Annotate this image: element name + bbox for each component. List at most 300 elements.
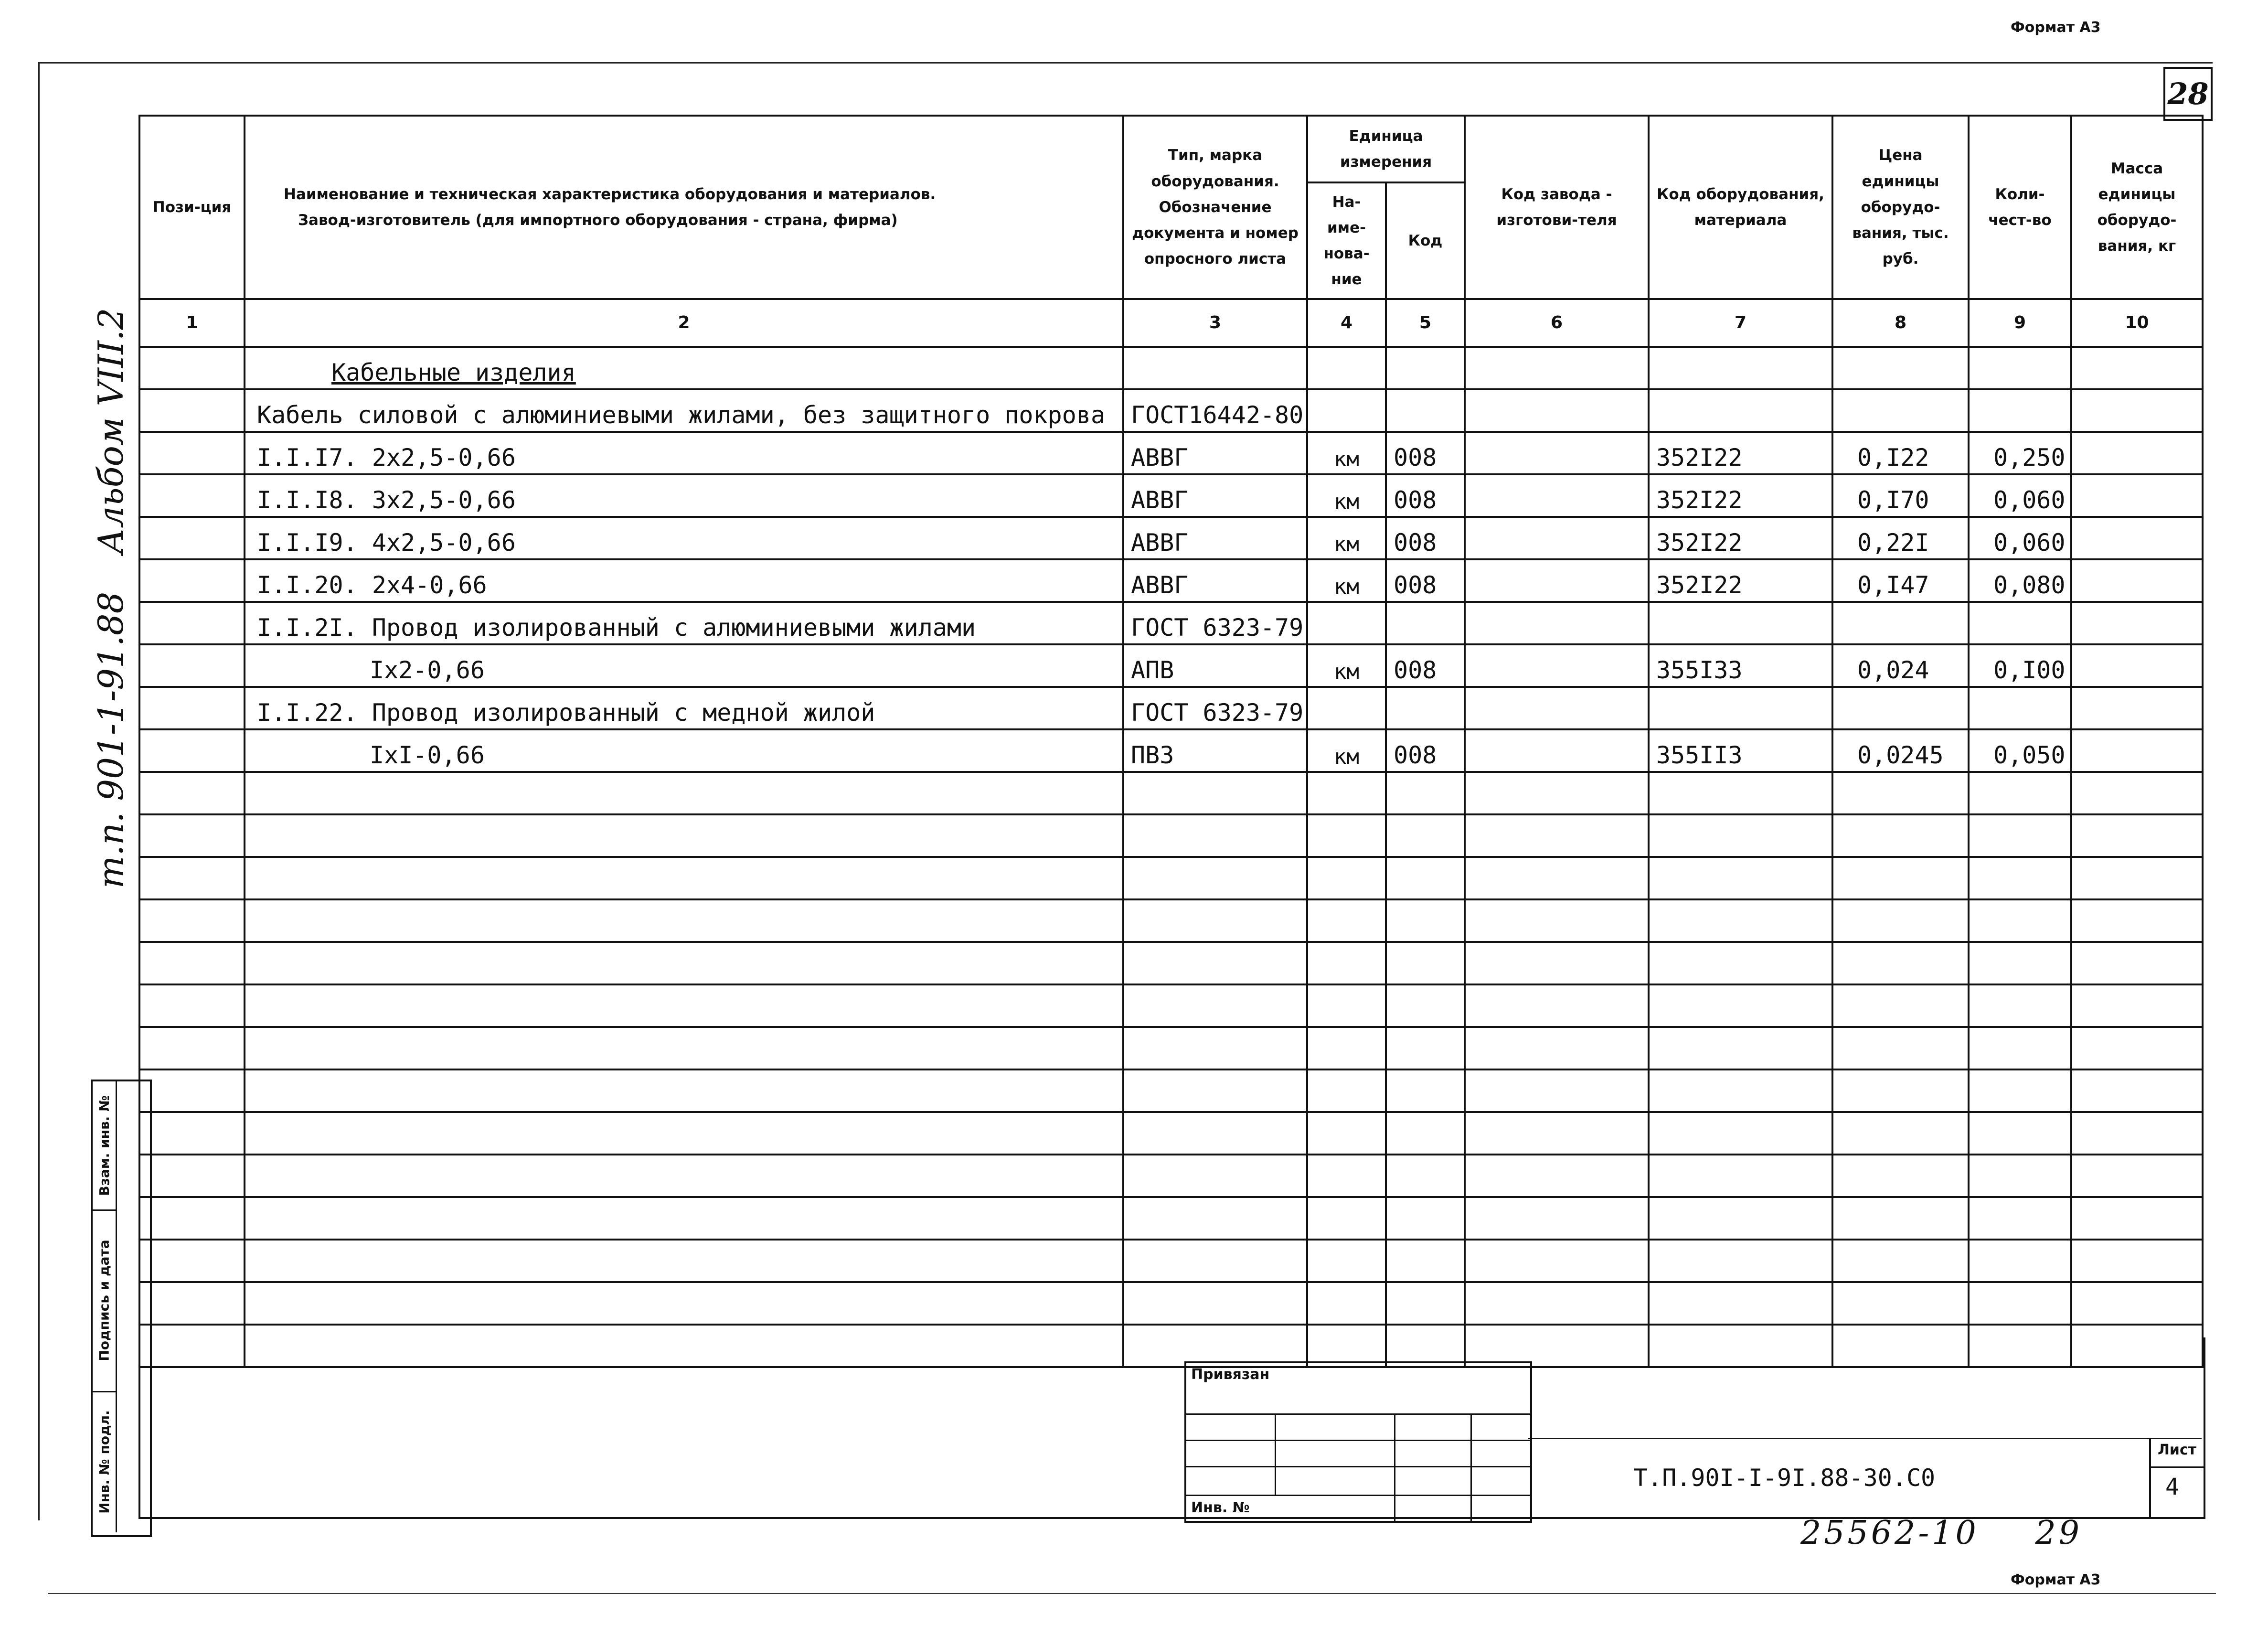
empty-cell bbox=[1465, 814, 1649, 857]
cell-price: 0,0245 bbox=[1832, 729, 1969, 772]
cell-pos bbox=[139, 347, 245, 389]
empty-cell bbox=[1123, 857, 1307, 899]
cell-unit bbox=[1307, 602, 1386, 644]
empty-cell bbox=[1832, 1112, 1969, 1155]
header-position: Пози-ция bbox=[139, 116, 245, 299]
cell-type: АВВГ bbox=[1123, 517, 1307, 559]
cell-equip-code: 352I22 bbox=[1649, 474, 1832, 517]
empty-cell bbox=[1386, 1027, 1465, 1069]
empty-cell bbox=[1832, 899, 1969, 942]
table-row bbox=[139, 602, 2203, 644]
cell-pos bbox=[139, 432, 245, 474]
sheet-box bbox=[2149, 1438, 2204, 1519]
empty-cell bbox=[1649, 1027, 1832, 1069]
cell-name: I.I.I7. 2x2,5-0,66 bbox=[245, 432, 1123, 474]
empty-cell bbox=[1969, 1155, 2071, 1197]
empty-cell bbox=[245, 942, 1123, 984]
empty-cell bbox=[1969, 857, 2071, 899]
cell-type: ГОСТ16442-80 bbox=[1123, 389, 1307, 432]
column-number-4: 4 bbox=[1307, 299, 1386, 347]
empty-cell bbox=[1386, 1240, 1465, 1282]
specification-table bbox=[138, 115, 2204, 1368]
header-type: Тип, марка оборудования. Обозначение документа и номер опросного листа bbox=[1123, 116, 1307, 299]
cell-pos bbox=[139, 729, 245, 772]
empty-cell bbox=[1386, 984, 1465, 1027]
empty-cell bbox=[1307, 942, 1386, 984]
empty-row bbox=[139, 984, 2203, 1027]
column-number-10: 10 bbox=[2071, 299, 2203, 347]
empty-cell bbox=[1307, 1027, 1386, 1069]
cell-equip-code bbox=[1649, 389, 1832, 432]
side-label-inv-podl: Инв. № подл. bbox=[96, 1410, 112, 1514]
empty-cell bbox=[1307, 1069, 1386, 1112]
column-number-2: 2 bbox=[245, 299, 1123, 347]
cell-type: ПВЗ bbox=[1123, 729, 1307, 772]
cell-unit-code bbox=[1386, 602, 1465, 644]
cell-name: I.I.2I. Провод изолированный с алюминиевыми жилами bbox=[245, 602, 1123, 644]
cell-type: ГОСТ 6323-79 bbox=[1123, 602, 1307, 644]
empty-cell bbox=[2071, 1027, 2203, 1069]
cell-qty: 0,050 bbox=[1969, 729, 2071, 772]
cell-plant-code bbox=[1465, 432, 1649, 474]
empty-cell bbox=[2071, 984, 2203, 1027]
empty-cell bbox=[1969, 984, 2071, 1027]
empty-cell bbox=[1832, 1027, 1969, 1069]
empty-cell bbox=[245, 1027, 1123, 1069]
cell-price bbox=[1832, 687, 1969, 729]
empty-cell bbox=[139, 772, 245, 814]
cell-plant-code bbox=[1465, 729, 1649, 772]
empty-cell bbox=[1307, 772, 1386, 814]
empty-cell bbox=[2071, 814, 2203, 857]
cell-unit-code: 008 bbox=[1386, 432, 1465, 474]
empty-row bbox=[139, 1027, 2203, 1069]
empty-cell bbox=[1649, 1069, 1832, 1112]
cell-name: IхI-0,66 bbox=[245, 729, 1123, 772]
empty-cell bbox=[245, 857, 1123, 899]
cell-unit-code bbox=[1386, 687, 1465, 729]
empty-cell bbox=[245, 1240, 1123, 1282]
cell-equip-code: 355II3 bbox=[1649, 729, 1832, 772]
cell-price bbox=[1832, 602, 1969, 644]
empty-cell bbox=[1307, 1155, 1386, 1197]
cell-type: АВВГ bbox=[1123, 474, 1307, 517]
empty-cell bbox=[1649, 984, 1832, 1027]
empty-cell bbox=[1465, 772, 1649, 814]
empty-cell bbox=[1649, 1155, 1832, 1197]
empty-cell bbox=[139, 1027, 245, 1069]
inv-no-label: Инв. № bbox=[1191, 1499, 1250, 1516]
cell-unit-code: 008 bbox=[1386, 644, 1465, 687]
cell-qty bbox=[1969, 347, 2071, 389]
empty-cell bbox=[245, 1155, 1123, 1197]
empty-row bbox=[139, 814, 2203, 857]
cell-pos bbox=[139, 389, 245, 432]
empty-cell bbox=[1386, 1069, 1465, 1112]
cell-pos bbox=[139, 644, 245, 687]
empty-cell bbox=[1123, 1155, 1307, 1197]
empty-cell bbox=[1969, 1112, 2071, 1155]
empty-cell bbox=[1307, 1282, 1386, 1325]
header-mass: Масса единицы оборудо-вания, кг bbox=[2071, 116, 2203, 299]
header-price: Цена единицы оборудо-вания, тыс. руб. bbox=[1832, 116, 1969, 299]
empty-cell bbox=[139, 899, 245, 942]
cell-unit-code: 008 bbox=[1386, 729, 1465, 772]
empty-cell bbox=[1307, 1197, 1386, 1240]
cell-equip-code: 352I22 bbox=[1649, 517, 1832, 559]
empty-cell bbox=[1465, 1069, 1649, 1112]
format-label-top: Формат А3 bbox=[2011, 19, 2101, 36]
empty-cell bbox=[1465, 1027, 1649, 1069]
empty-cell bbox=[1307, 899, 1386, 942]
project-text: т.п. 901-1-91.88 bbox=[91, 591, 131, 888]
cell-type: ГОСТ 6323-79 bbox=[1123, 687, 1307, 729]
empty-cell bbox=[1832, 1282, 1969, 1325]
empty-cell bbox=[1386, 1282, 1465, 1325]
empty-cell bbox=[1969, 899, 2071, 942]
cell-equip-code bbox=[1649, 687, 1832, 729]
empty-cell bbox=[1386, 942, 1465, 984]
cell-unit-code bbox=[1386, 347, 1465, 389]
header-name bbox=[245, 116, 1123, 299]
cell-unit-code: 008 bbox=[1386, 474, 1465, 517]
empty-cell bbox=[1649, 899, 1832, 942]
cell-mass bbox=[2071, 602, 2203, 644]
empty-cell bbox=[1123, 1282, 1307, 1325]
empty-cell bbox=[1386, 1112, 1465, 1155]
empty-cell bbox=[2071, 1197, 2203, 1240]
empty-cell bbox=[1649, 1112, 1832, 1155]
cell-unit: км bbox=[1307, 474, 1386, 517]
cell-name: I.I.20. 2x4-0,66 bbox=[245, 559, 1123, 602]
empty-cell bbox=[245, 1197, 1123, 1240]
empty-cell bbox=[1123, 1027, 1307, 1069]
empty-cell bbox=[2071, 772, 2203, 814]
header-unit-group: Единица измерения bbox=[1307, 116, 1465, 182]
table-row bbox=[139, 517, 2203, 559]
empty-cell bbox=[1307, 1240, 1386, 1282]
empty-cell bbox=[1465, 1112, 1649, 1155]
empty-cell bbox=[1465, 899, 1649, 942]
empty-cell bbox=[1649, 1197, 1832, 1240]
privyazan-label: Привязан bbox=[1191, 1366, 1270, 1383]
table-bottom-frame bbox=[138, 1337, 2205, 1519]
table-body bbox=[139, 347, 2203, 1367]
empty-row bbox=[139, 942, 2203, 984]
empty-cell bbox=[1649, 814, 1832, 857]
empty-cell bbox=[1386, 1155, 1465, 1197]
title-block-rule bbox=[1528, 1438, 2202, 1439]
cell-qty: 0,I00 bbox=[1969, 644, 2071, 687]
cell-qty: 0,250 bbox=[1969, 432, 2071, 474]
table-row bbox=[139, 474, 2203, 517]
empty-row bbox=[139, 772, 2203, 814]
column-number-3: 3 bbox=[1123, 299, 1307, 347]
empty-row bbox=[139, 1112, 2203, 1155]
header-plant-code: Код завода - изготови-теля bbox=[1465, 116, 1649, 299]
header-unit-code: Код bbox=[1386, 182, 1465, 299]
header-unit-name: На-име-нова-ние bbox=[1307, 182, 1386, 299]
cell-name: I.I.22. Провод изолированный с медной жилой bbox=[245, 687, 1123, 729]
empty-cell bbox=[1969, 1069, 2071, 1112]
empty-cell bbox=[245, 899, 1123, 942]
empty-cell bbox=[139, 1240, 245, 1282]
header-name-line2: Завод-изготовитель (для импортного оборудования - страна, фирма) bbox=[298, 212, 898, 229]
archive-number bbox=[1800, 1514, 2082, 1552]
cell-price: 0,024 bbox=[1832, 644, 1969, 687]
cell-unit: км bbox=[1307, 432, 1386, 474]
empty-cell bbox=[245, 1069, 1123, 1112]
archive-number-main: 25562-10 bbox=[1800, 1514, 1979, 1552]
cell-unit-code: 008 bbox=[1386, 517, 1465, 559]
empty-cell bbox=[139, 1282, 245, 1325]
column-number-row bbox=[139, 299, 2203, 347]
cell-plant-code bbox=[1465, 687, 1649, 729]
cell-equip-code: 352I22 bbox=[1649, 432, 1832, 474]
empty-cell bbox=[2071, 899, 2203, 942]
empty-cell bbox=[139, 1112, 245, 1155]
empty-cell bbox=[1969, 1027, 2071, 1069]
empty-cell bbox=[245, 772, 1123, 814]
empty-cell bbox=[139, 984, 245, 1027]
empty-cell bbox=[1649, 1240, 1832, 1282]
cell-pos bbox=[139, 687, 245, 729]
cell-name: Кабель силовой с алюминиевыми жилами, без защитного покрова bbox=[245, 389, 1123, 432]
empty-cell bbox=[1832, 814, 1969, 857]
empty-cell bbox=[2071, 1155, 2203, 1197]
empty-cell bbox=[139, 1155, 245, 1197]
side-label-vzam: Взам. инв. № bbox=[96, 1095, 112, 1196]
empty-cell bbox=[1969, 1197, 2071, 1240]
empty-cell bbox=[2071, 1282, 2203, 1325]
cell-mass bbox=[2071, 474, 2203, 517]
bottom-cut-rule bbox=[48, 1593, 2216, 1594]
empty-cell bbox=[1123, 984, 1307, 1027]
column-number-5: 5 bbox=[1386, 299, 1465, 347]
cell-name: I.I.I9. 4x2,5-0,66 bbox=[245, 517, 1123, 559]
empty-cell bbox=[1832, 1197, 1969, 1240]
cell-unit bbox=[1307, 687, 1386, 729]
empty-cell bbox=[1969, 814, 2071, 857]
empty-cell bbox=[1465, 1240, 1649, 1282]
cell-price: 0,22I bbox=[1832, 517, 1969, 559]
cell-plant-code bbox=[1465, 474, 1649, 517]
cell-pos bbox=[139, 517, 245, 559]
cell-unit-code: 008 bbox=[1386, 559, 1465, 602]
empty-cell bbox=[1123, 899, 1307, 942]
cell-equip-code: 352I22 bbox=[1649, 559, 1832, 602]
cell-plant-code bbox=[1465, 389, 1649, 432]
empty-cell bbox=[139, 1069, 245, 1112]
cell-mass bbox=[2071, 347, 2203, 389]
empty-cell bbox=[1832, 857, 1969, 899]
empty-cell bbox=[245, 1282, 1123, 1325]
cell-qty: 0,080 bbox=[1969, 559, 2071, 602]
table-row bbox=[139, 729, 2203, 772]
empty-cell bbox=[1386, 857, 1465, 899]
empty-cell bbox=[2071, 1069, 2203, 1112]
empty-cell bbox=[1832, 772, 1969, 814]
cell-mass bbox=[2071, 559, 2203, 602]
sheet-label: Лист bbox=[2158, 1442, 2197, 1458]
empty-cell bbox=[1386, 772, 1465, 814]
cell-plant-code bbox=[1465, 517, 1649, 559]
table-row bbox=[139, 559, 2203, 602]
cell-mass bbox=[2071, 432, 2203, 474]
cell-pos bbox=[139, 602, 245, 644]
column-number-8: 8 bbox=[1832, 299, 1969, 347]
empty-cell bbox=[1123, 1240, 1307, 1282]
empty-cell bbox=[1649, 772, 1832, 814]
side-label-podpis: Подпись и дата bbox=[96, 1239, 112, 1361]
cell-price bbox=[1832, 347, 1969, 389]
empty-cell bbox=[1307, 1112, 1386, 1155]
empty-cell bbox=[1832, 1240, 1969, 1282]
cell-mass bbox=[2071, 644, 2203, 687]
column-number-6: 6 bbox=[1465, 299, 1649, 347]
empty-cell bbox=[1465, 984, 1649, 1027]
column-number-7: 7 bbox=[1649, 299, 1832, 347]
empty-cell bbox=[1649, 857, 1832, 899]
cell-price: 0,I47 bbox=[1832, 559, 1969, 602]
empty-cell bbox=[1123, 814, 1307, 857]
cell-qty bbox=[1969, 687, 2071, 729]
cell-equip-code: 355I33 bbox=[1649, 644, 1832, 687]
cell-pos bbox=[139, 474, 245, 517]
sheet-number-box: 28 bbox=[2163, 67, 2213, 121]
cell-type: АПВ bbox=[1123, 644, 1307, 687]
cell-unit: км bbox=[1307, 644, 1386, 687]
cell-mass bbox=[2071, 687, 2203, 729]
cell-qty bbox=[1969, 602, 2071, 644]
cell-qty: 0,060 bbox=[1969, 474, 2071, 517]
cell-unit bbox=[1307, 347, 1386, 389]
table-row bbox=[139, 347, 2203, 389]
column-number-1: 1 bbox=[139, 299, 245, 347]
empty-row bbox=[139, 1155, 2203, 1197]
empty-row bbox=[139, 1240, 2203, 1282]
empty-cell bbox=[1832, 1069, 1969, 1112]
column-number-9: 9 bbox=[1969, 299, 2071, 347]
cell-name: Iх2-0,66 bbox=[245, 644, 1123, 687]
empty-row bbox=[139, 1197, 2203, 1240]
empty-cell bbox=[1832, 984, 1969, 1027]
empty-cell bbox=[1969, 942, 2071, 984]
empty-cell bbox=[1123, 1069, 1307, 1112]
cell-equip-code bbox=[1649, 602, 1832, 644]
title-block-privyazan bbox=[1184, 1361, 1532, 1523]
cell-price: 0,I22 bbox=[1832, 432, 1969, 474]
cell-unit bbox=[1307, 389, 1386, 432]
empty-cell bbox=[1307, 984, 1386, 1027]
header-name-line1: Наименование и техническая характеристика оборудования и материалов. bbox=[284, 185, 936, 203]
table-row bbox=[139, 389, 2203, 432]
cell-mass bbox=[2071, 729, 2203, 772]
empty-row bbox=[139, 899, 2203, 942]
cell-name: I.I.I8. 3x2,5-0,66 bbox=[245, 474, 1123, 517]
cell-unit: км bbox=[1307, 517, 1386, 559]
cell-pos bbox=[139, 559, 245, 602]
cell-unit-code bbox=[1386, 389, 1465, 432]
table-row bbox=[139, 644, 2203, 687]
cell-plant-code bbox=[1465, 644, 1649, 687]
cell-type bbox=[1123, 347, 1307, 389]
cell-plant-code bbox=[1465, 602, 1649, 644]
empty-cell bbox=[2071, 1240, 2203, 1282]
header-equip-code: Код оборудования, материала bbox=[1649, 116, 1832, 299]
empty-cell bbox=[1465, 942, 1649, 984]
table-row bbox=[139, 432, 2203, 474]
empty-cell bbox=[139, 942, 245, 984]
empty-row bbox=[139, 857, 2203, 899]
table-row bbox=[139, 687, 2203, 729]
cell-plant-code bbox=[1465, 559, 1649, 602]
empty-cell bbox=[1465, 1197, 1649, 1240]
empty-cell bbox=[2071, 1112, 2203, 1155]
empty-row bbox=[139, 1069, 2203, 1112]
empty-cell bbox=[1123, 942, 1307, 984]
cell-price: 0,I70 bbox=[1832, 474, 1969, 517]
empty-cell bbox=[1465, 1282, 1649, 1325]
empty-cell bbox=[245, 984, 1123, 1027]
cell-type: АВВГ bbox=[1123, 432, 1307, 474]
format-label-bottom: Формат А3 bbox=[2011, 1572, 2101, 1588]
empty-cell bbox=[1969, 1240, 2071, 1282]
empty-cell bbox=[2071, 942, 2203, 984]
cell-mass bbox=[2071, 389, 2203, 432]
empty-cell bbox=[1832, 1155, 1969, 1197]
empty-cell bbox=[139, 814, 245, 857]
empty-row bbox=[139, 1282, 2203, 1325]
cell-qty: 0,060 bbox=[1969, 517, 2071, 559]
archive-number-sheet: 29 bbox=[2035, 1514, 2082, 1552]
cell-name: Кабельные изделия bbox=[245, 347, 1123, 389]
empty-cell bbox=[1123, 1197, 1307, 1240]
empty-cell bbox=[1123, 1112, 1307, 1155]
empty-cell bbox=[139, 1197, 245, 1240]
sheet-value: 4 bbox=[2165, 1474, 2179, 1500]
empty-cell bbox=[245, 1112, 1123, 1155]
cell-type: АВВГ bbox=[1123, 559, 1307, 602]
empty-cell bbox=[1465, 857, 1649, 899]
cell-equip-code bbox=[1649, 347, 1832, 389]
cell-qty bbox=[1969, 389, 2071, 432]
empty-cell bbox=[1465, 1155, 1649, 1197]
cell-mass bbox=[2071, 517, 2203, 559]
empty-cell bbox=[1832, 942, 1969, 984]
empty-cell bbox=[2071, 857, 2203, 899]
empty-cell bbox=[1649, 942, 1832, 984]
album-text: Альбом VIII.2 bbox=[91, 308, 131, 554]
cell-plant-code bbox=[1465, 347, 1649, 389]
cell-unit: км bbox=[1307, 729, 1386, 772]
empty-cell bbox=[1649, 1282, 1832, 1325]
document-code: Т.П.90I-I-9I.88-30.С0 bbox=[1633, 1464, 1936, 1492]
empty-cell bbox=[245, 814, 1123, 857]
empty-cell bbox=[139, 857, 245, 899]
empty-cell bbox=[1307, 857, 1386, 899]
cell-unit: км bbox=[1307, 559, 1386, 602]
empty-cell bbox=[1386, 899, 1465, 942]
header-qty: Коли-чест-во bbox=[1969, 116, 2071, 299]
empty-cell bbox=[1969, 772, 2071, 814]
cell-price bbox=[1832, 389, 1969, 432]
empty-cell bbox=[1123, 772, 1307, 814]
empty-cell bbox=[1386, 814, 1465, 857]
empty-cell bbox=[1386, 1197, 1465, 1240]
empty-cell bbox=[1307, 814, 1386, 857]
empty-cell bbox=[1969, 1282, 2071, 1325]
